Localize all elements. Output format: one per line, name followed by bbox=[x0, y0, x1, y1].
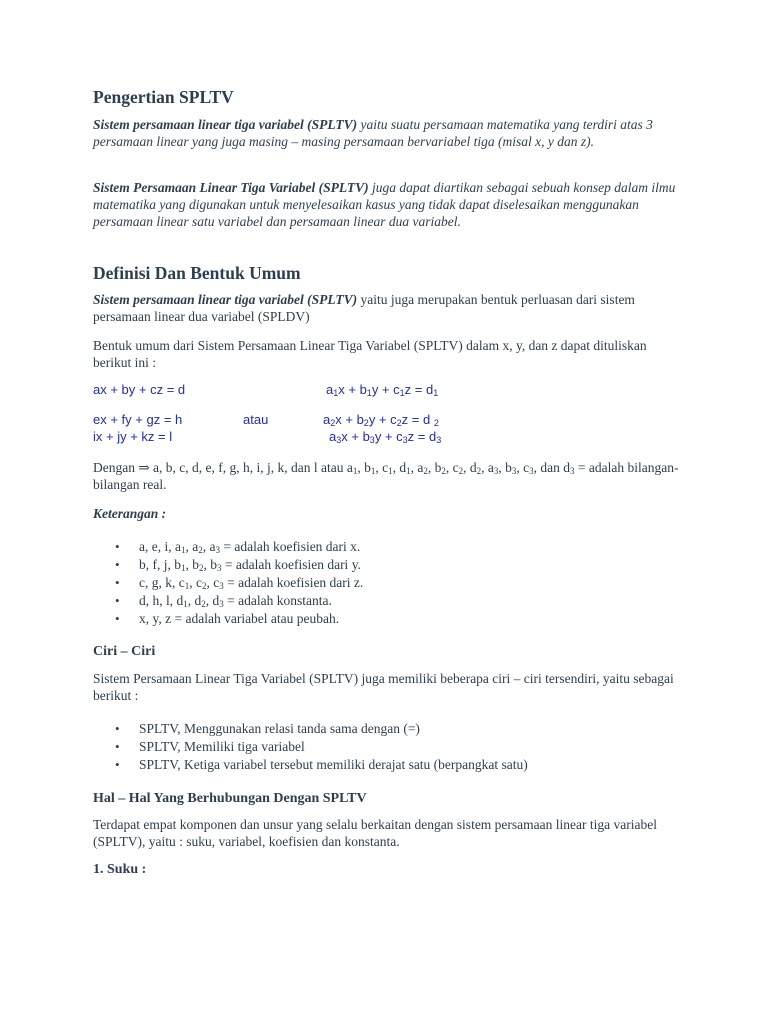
term-spltv: Sistem persamaan linear tiga variabel (SPLTV) bbox=[93, 292, 358, 307]
paragraph-bentuk-umum: Bentuk umum dari Sistem Persamaan Linear Tiga Variabel (SPLTV) dalam x, y, dan z dapat dituliskan berikut ini : bbox=[93, 338, 647, 370]
list-item: • b, f, j, $b_1$, $b_2$, $b_3$ = adalah koefisien dari y. bbox=[112, 556, 682, 574]
paragraph-ciri: Sistem Persamaan Linear Tiga Variabel (SPLTV) juga memiliki beberapa ciri – ciri tersendiri, yaitu sebagai berikut : bbox=[93, 671, 674, 703]
paragraph-text: yaitu juga merupakan bentuk perluasan dari sistem persamaan linear dua variabel (SPLDV) bbox=[93, 292, 635, 324]
term-spltv: Sistem Persamaan Linear Tiga Variabel (SPLTV) bbox=[93, 180, 369, 195]
keterangan-list bbox=[112, 538, 682, 628]
ciri-list bbox=[112, 720, 682, 774]
list-item: • a, e, i, $a_1$, $a_2$, $a_3$ = adalah koefisien dari x. bbox=[112, 538, 682, 556]
list-item: • d, h, l, $d_1$, $d_2$, $d_3$ = adalah konstanta. bbox=[112, 592, 682, 610]
list-item: • c, g, k, $c_1$, $c_2$, $c_3$ = adalah koefisien dari z. bbox=[112, 574, 682, 592]
heading-ciri: Ciri – Ciri bbox=[93, 644, 156, 659]
heading-pengertian: Pengertian SPLTV bbox=[93, 87, 234, 107]
heading-suku: 1. Suku : bbox=[93, 862, 147, 877]
keterangan-label: Keterangan : bbox=[93, 506, 167, 521]
equation-right-3: $a_3x + b_3y + c_3z = d_3$ bbox=[329, 429, 442, 445]
paragraph-text: yaitu suatu persamaan matematika yang terdiri atas 3 persamaan linear yang juga masing – masing persamaan bervariabel tiga (misal x, y dan z). bbox=[93, 117, 653, 149]
heading-hal-hal: Hal – Hal Yang Berhubungan Dengan SPLTV bbox=[93, 791, 367, 806]
term-spltv: Sistem persamaan linear tiga variabel (SPLTV) bbox=[93, 117, 358, 132]
equation-left-3: ix + jy + kz = l bbox=[93, 429, 173, 444]
paragraph-text: juga dapat diartikan sebagai sebuah konsep dalam ilmu matematika yang digunakan untuk menyelesaikan kasus yang tidak dapat diselesaikan menggunakan persamaan linear satu variabel dan persamaan linear dua variabel. bbox=[93, 180, 676, 229]
paragraph-dengan: Dengan ⇒ a, b, c, d, e, f, g, h, i, j, k, dan l atau $a_1$, $b_1$, $c_1$, $d_1$, $a_2$, $b_2$, $c_2$, $d_2$, $a_3$, $b_3$, $c_3$, dan $d_3$ = adalah bilangan-bilangan real. bbox=[93, 460, 679, 492]
paragraph-pengertian-1 bbox=[93, 116, 683, 150]
equation-atau: atau bbox=[243, 412, 269, 427]
list-item: • SPLTV, Memiliki tiga variabel bbox=[112, 738, 682, 756]
equation-right-1: $a_1x + b_1y + c_1z = d_1$ bbox=[326, 382, 439, 398]
list-item: • SPLTV, Ketiga variabel tersebut memiliki derajat satu (berpangkat satu) bbox=[112, 756, 682, 774]
paragraph-definisi-1 bbox=[93, 291, 683, 325]
paragraph-pengertian-2 bbox=[93, 179, 683, 230]
equation-left-2: ex + fy + gz = h bbox=[93, 412, 183, 427]
list-item: • SPLTV, Menggunakan relasi tanda sama dengan (=) bbox=[112, 720, 682, 738]
equation-right-2: $a_2x + b_2y + c_2z = d$ $_2$ bbox=[323, 412, 439, 428]
heading-definisi: Definisi Dan Bentuk Umum bbox=[93, 263, 301, 283]
list-item: • x, y, z = adalah variabel atau peubah. bbox=[112, 610, 682, 628]
equation-left-1: ax + by + cz = d bbox=[93, 382, 186, 397]
paragraph-komponen: Terdapat empat komponen dan unsur yang selalu berkaitan dengan sistem persamaan linear tiga variabel (SPLTV), yaitu : suku, variabel, koefisien dan konstanta. bbox=[93, 817, 657, 849]
